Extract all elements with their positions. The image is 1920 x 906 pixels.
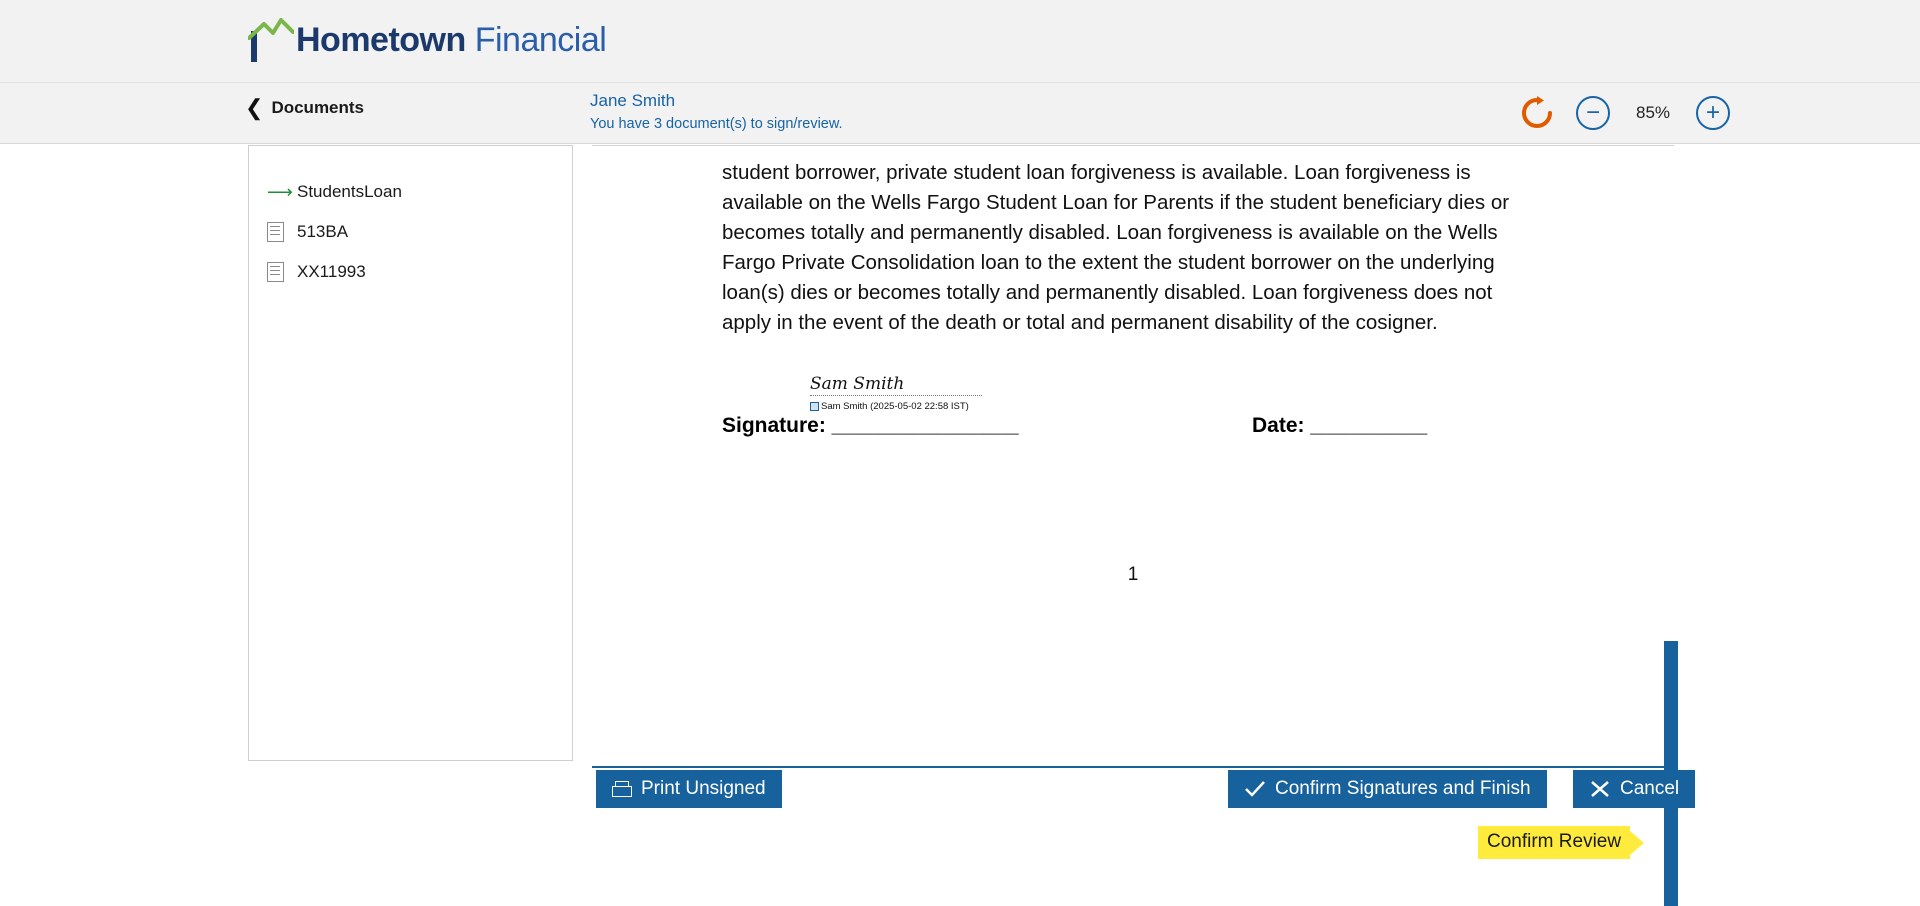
print-unsigned-button[interactable] [596,770,782,808]
signature-row [722,374,1522,438]
confirm-review-arrow-icon [1630,831,1644,855]
document-viewer[interactable] [592,145,1674,768]
page-number: 1 [1127,564,1139,585]
toolbar-actions [1520,83,1730,143]
zoom-level-value: 85% [1635,103,1671,122]
cancel-button[interactable] [1573,770,1695,808]
confirm-signatures-finish-button[interactable] [1228,770,1547,808]
zoom-in-button[interactable]: + [1696,96,1730,130]
confirm-review-label: Confirm Review [1478,826,1630,859]
document-body-text: student borrower, private student loan forgiveness is available. Loan forgiveness is available on the Wells Fargo Student Loan for Parents if the student beneficiary dies or becomes totally and permanently disabled. Loan forgiveness is available on the Wells Fargo Private Consolidation loan to the extent the student borrower on the underlying loan(s) dies or becomes totally and permanently disabled. Loan forgiveness does not apply in the event of the death or total and permanent disability of the cosigner. [722,161,1510,334]
footer-actions [0,770,1920,830]
signature-meta-text [810,401,969,412]
signature-stamp[interactable] [810,374,985,414]
chevron-left-icon: ❮ [245,95,264,120]
arrow-right-icon: ⟶ [267,182,293,202]
house-roof-logo-icon [248,16,294,64]
confirm-signatures-finish-label: Confirm Signatures and Finish [1275,778,1531,799]
signature-badge-icon [810,402,819,411]
zoom-out-button[interactable]: − [1576,96,1610,130]
documents-pending-message: You have 3 document(s) to sign/review. [590,115,843,132]
document-icon [267,222,297,242]
back-to-documents-button[interactable] [245,97,364,119]
confirm-review-tag[interactable] [1478,826,1644,859]
brand-name [296,21,606,60]
brand-name-bold: Hometown [296,20,466,59]
refresh-icon[interactable] [1520,96,1554,130]
user-name: Jane Smith [590,91,676,110]
signature-meta-label: Sam Smith (2025-05-02 22:58 IST) [821,401,969,412]
printer-icon [612,781,632,797]
check-icon [1244,780,1266,798]
signature-line-label: Signature: ________________ [722,414,1019,437]
list-item[interactable] [249,212,572,252]
toolbar [0,83,1920,144]
list-item[interactable] [249,172,572,212]
list-item-label: StudentsLoan [297,182,402,201]
document-icon [267,262,297,282]
close-icon [1589,779,1611,799]
list-item-label: XX11993 [297,262,366,281]
brand-logo [248,8,606,72]
back-to-documents-label: Documents [271,98,365,117]
date-line-label: Date: __________ [1252,414,1428,437]
print-unsigned-label: Print Unsigned [641,778,766,799]
brand-header [0,0,1920,83]
document-list-panel [248,145,573,761]
main-area [0,144,1920,852]
brand-name-light: Financial [474,20,607,59]
cancel-label: Cancel [1620,778,1680,799]
list-item[interactable] [249,252,572,292]
signature-script-text: Sam Smith [810,374,982,396]
user-info [590,89,843,135]
list-item-label: 513BA [297,222,349,241]
